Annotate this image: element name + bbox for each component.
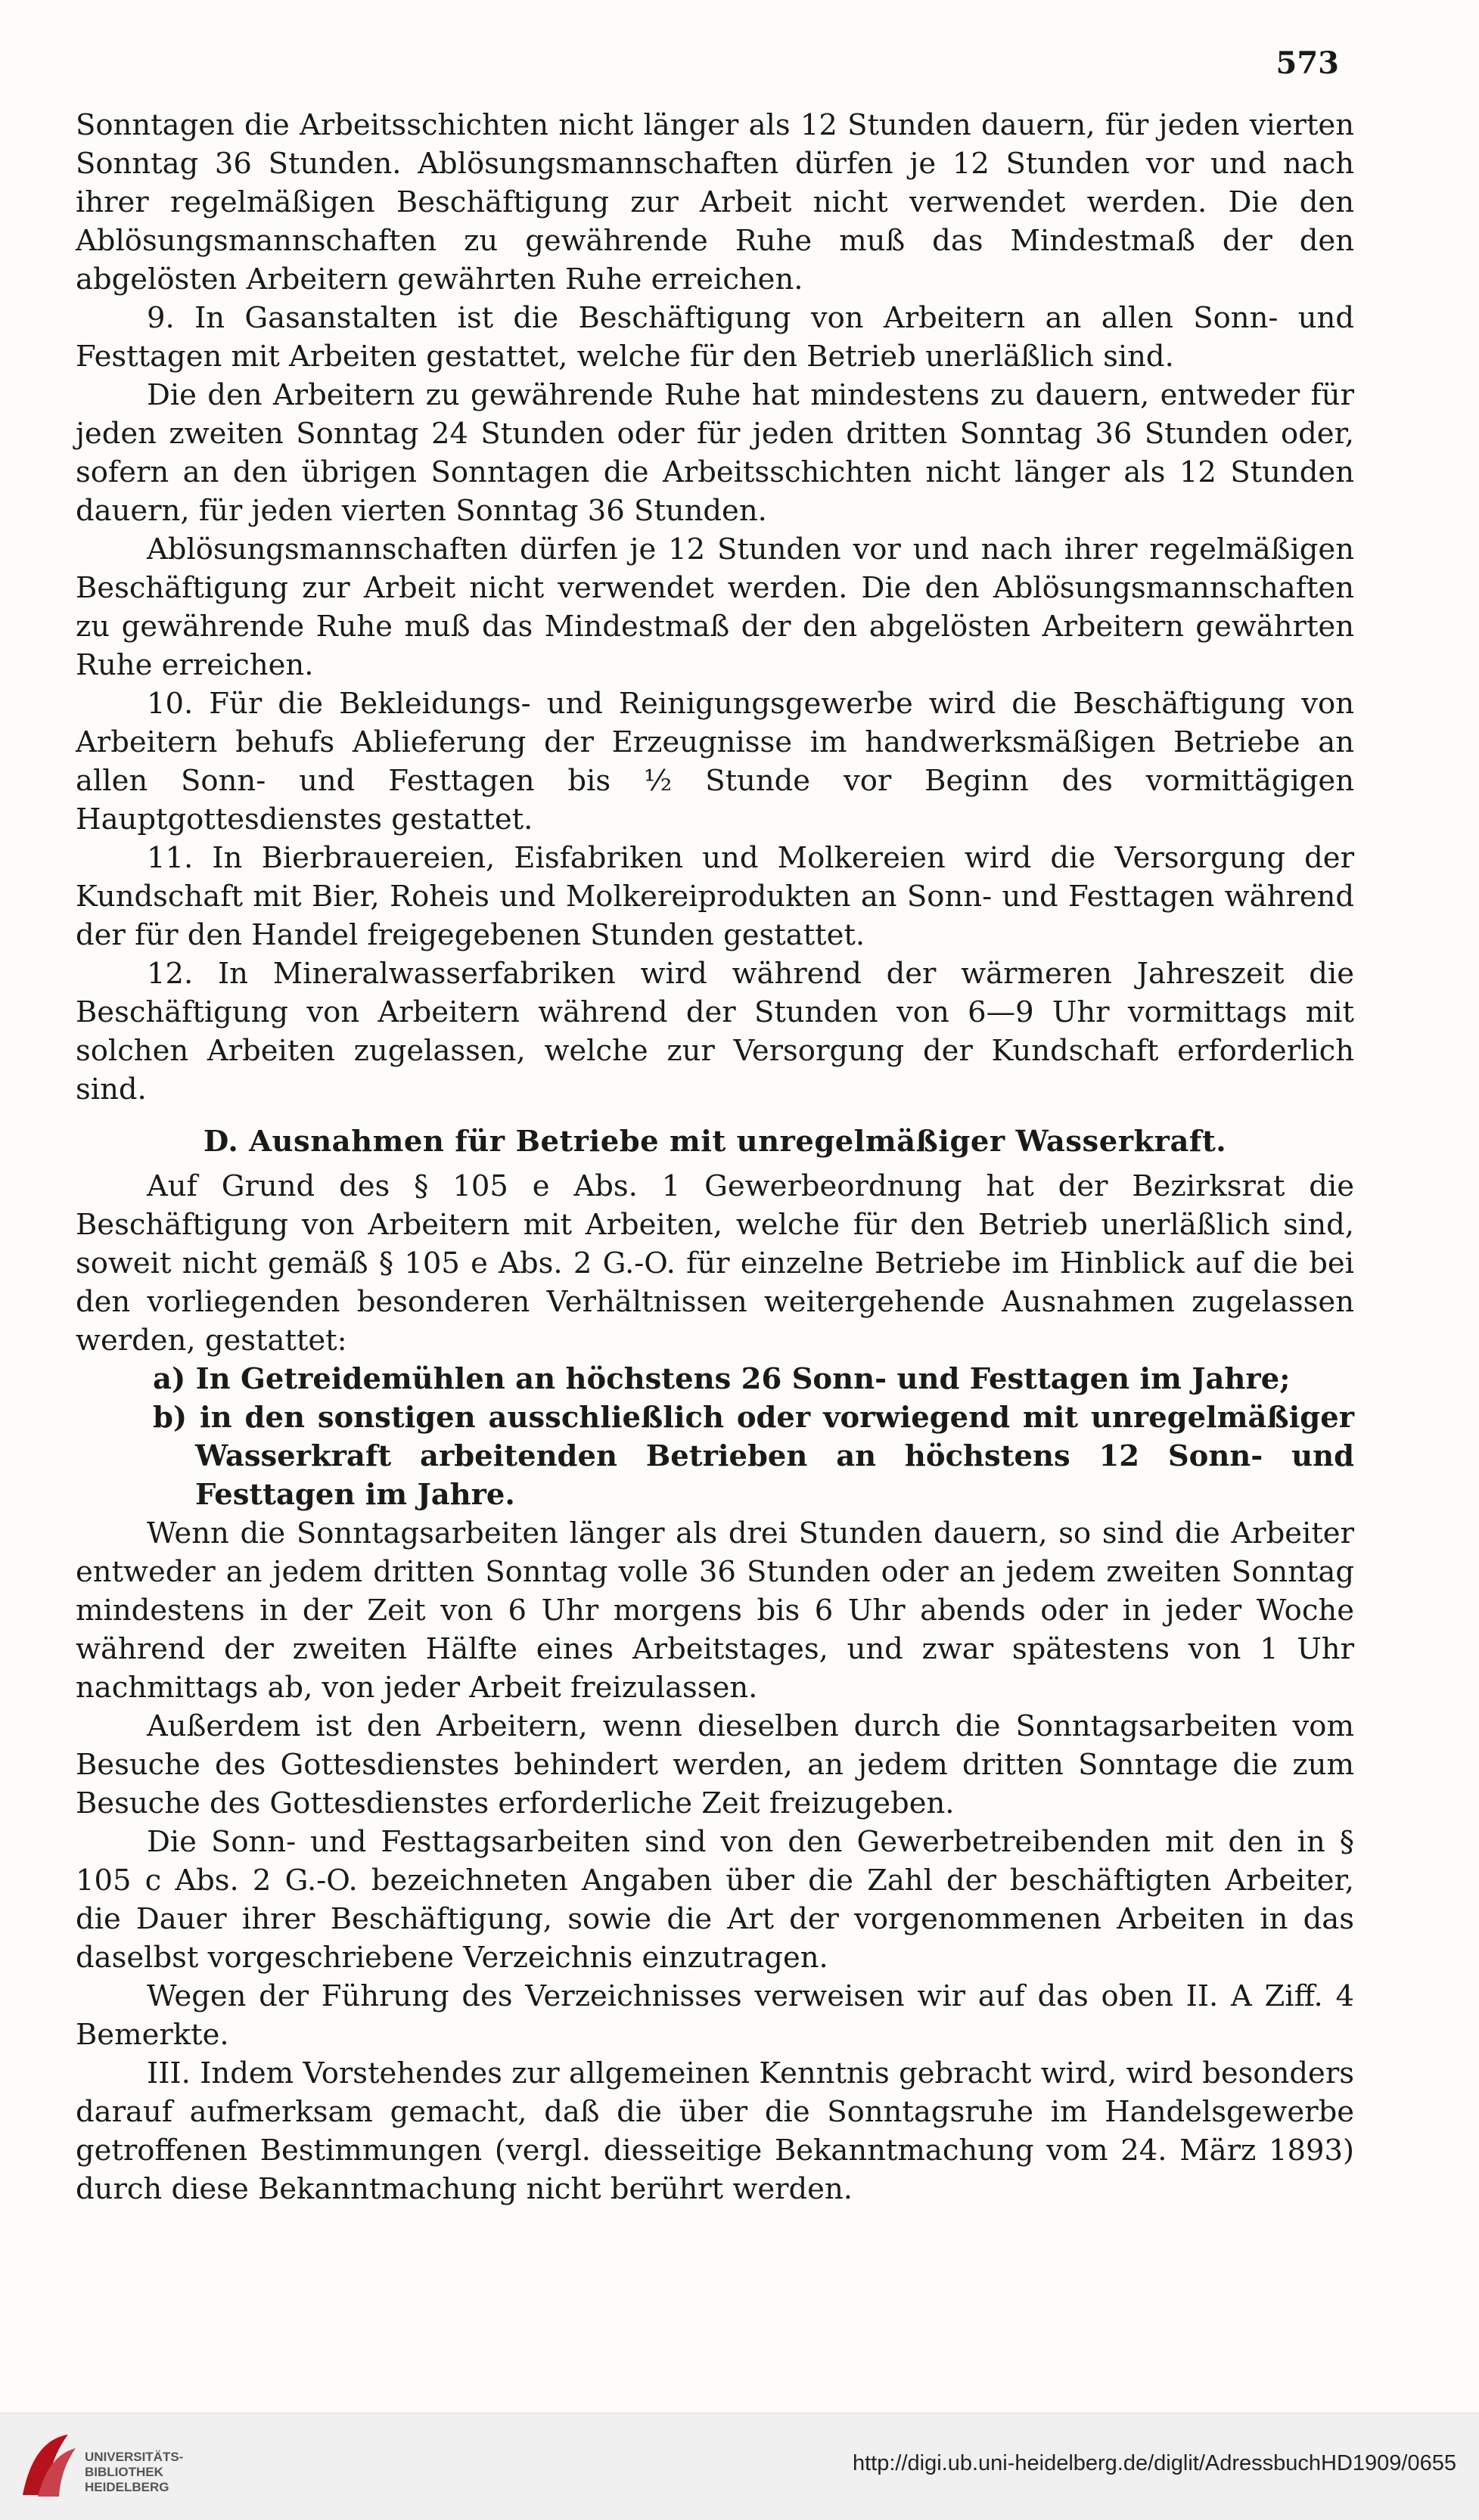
library-name-line: UNIVERSITÄTS- — [85, 2450, 184, 2464]
list-item: a) In Getreidemühlen an höchstens 26 Sonn- und Festtagen im Jahre; — [153, 1362, 1291, 1396]
paragraph: III. Indem Vorstehendes zur allgemeinen Kenntnis gebracht wird, wird besonders darauf aufmerksam gemacht, daß die über die Sonntagsruhe im Handelsgewerbe getroffenen Bestimmungen (vergl. diesseitige Bekanntmachung vom 24. März 1893) durch diese Bekanntmachung nicht berührt werden. — [76, 2056, 1354, 2206]
paragraph: Die Sonn- und Festtagsarbeiten sind von den Gewerbetreibenden mit den in § 105 c Abs. 2 G.-O. bezeichneten Angaben über die Zahl der beschäftigten Arbeiter, die Dauer ihrer Beschäftigung, sowie die Art der vorgenommenen Arbeiten in das daselbst vorgeschriebene Verzeichnis einzutragen. — [76, 1825, 1354, 1975]
paragraph: Ablösungsmannschaften dürfen je 12 Stunden vor und nach ihrer regelmäßigen Beschäftigung zur Arbeit nicht verwendet werden. Die den Ablösungsmannschaften zu gewährende Ruhe muß das Mindestmaß der den abgelösten Arbeitern gewährten Ruhe erreichen. — [76, 532, 1354, 682]
library-name — [85, 2450, 183, 2495]
paragraph: Außerdem ist den Arbeitern, wenn dieselben durch die Sonntagsarbeiten vom Besuche des Gottesdienstes behindert werden, an jedem dritten Sonntage die zum Besuche des Gottesdienstes erforderliche Zeit freizugeben. — [76, 1709, 1354, 1820]
list-item: b) in den sonstigen ausschließlich oder vorwiegend mit unregelmäßiger Wasserkraft arbeitenden Betrieben an höchstens 12 Sonn- und Festtagen im Jahre. — [153, 1401, 1354, 1512]
footer-bar — [0, 2413, 1479, 2520]
paragraph: 11. In Bierbrauereien, Eisfabriken und Molkereien wird die Versorgung der Kundschaft mit Bier, Roheis und Molkereiprodukten an Sonn- und Festtagen während der für den Handel freigegebenen Stunden gestattet. — [76, 841, 1354, 952]
library-seal-icon — [15, 2427, 80, 2503]
paragraph: Wenn die Sonntagsarbeiten länger als drei Stunden dauern, so sind die Arbeiter entweder an jedem dritten Sonntag volle 36 Stunden oder an jedem zweiten Sonntag mindestens in der Zeit von 6 Uhr morgens bis 6 Uhr abends oder in jeder Woche während der zweiten Hälfte eines Arbeitstages, und zwar spätestens von 1 Uhr nachmittags ab, von jeder Arbeit freizulassen. — [76, 1516, 1354, 1705]
paragraph: Die den Arbeitern zu gewährende Ruhe hat mindestens zu dauern, entweder für jeden zweiten Sonntag 24 Stunden oder für jeden dritten Sonntag 36 Stunden oder, sofern an den übrigen Sonntagen die Arbeitsschichten nicht länger als 12 Stunden dauern, für jeden vierten Sonntag 36 Stunden. — [76, 378, 1354, 528]
paragraph: Wegen der Führung des Verzeichnisses verweisen wir auf das oben II. A Ziff. 4 Bemerkte. — [76, 1979, 1354, 2052]
library-name-line: BIBLIOTHEK — [85, 2465, 163, 2479]
paragraph: 12. In Mineralwasserfabriken wird während der wärmeren Jahreszeit die Beschäftigung von Arbeitern während der Stunden von 6—9 Uhr vormittags mit solchen Arbeiten zugelassen, welche zur Versorgung der Kundschaft erforderlich sind. — [76, 957, 1354, 1106]
body-text — [76, 106, 1354, 2208]
library-name-line: HEIDELBERG — [85, 2480, 169, 2494]
paragraph: Sonntagen die Arbeitsschichten nicht länger als 12 Stunden dauern, für jeden vierten Sonntag 36 Stunden. Ablösungsmannschaften dürfen je 12 Stunden vor und nach ihrer regelmäßigen Beschäftigung zur Arbeit nicht verwendet werden. Die den Ablösungsmannschaften zu gewährende Ruhe muß das Mindestmaß der den abgelösten Arbeitern gewährten Ruhe erreichen. — [76, 108, 1354, 296]
library-logo[interactable] — [15, 2427, 212, 2503]
paragraph: 10. Für die Bekleidungs- und Reinigungsgewerbe wird die Beschäftigung von Arbeitern behufs Ablieferung der Erzeugnisse im handwerksmäßigen Betriebe an allen Sonn- und Festtagen bis ½ Stunde vor Beginn des vormittägigen Hauptgottesdienstes gestattet. — [76, 687, 1354, 836]
section-heading: D. Ausnahmen für Betriebe mit unregelmäßiger Wasserkraft. — [203, 1125, 1227, 1159]
paragraph: Auf Grund des § 105 e Abs. 1 Gewerbeordnung hat der Bezirksrat die Beschäftigung von Arbeitern mit Arbeiten, welche für den Betrieb unerläßlich sind, soweit nicht gemäß § 105 e Abs. 2 G.-O. für einzelne Betriebe im Hinblick auf die bei den vorliegenden besonderen Verhältnissen weitergehende Ausnahmen zugelassen werden, gestattet: — [76, 1169, 1354, 1358]
source-url-link[interactable]: http://digi.ub.uni-heidelberg.de/diglit/AdressbuchHD1909/0655 — [852, 2451, 1456, 2475]
paragraph: 9. In Gasanstalten ist die Beschäftigung von Arbeitern an allen Sonn- und Festtagen mit Arbeiten gestattet, welche für den Betrieb unerläßlich sind. — [76, 301, 1354, 374]
page-number: 573 — [1275, 45, 1339, 81]
